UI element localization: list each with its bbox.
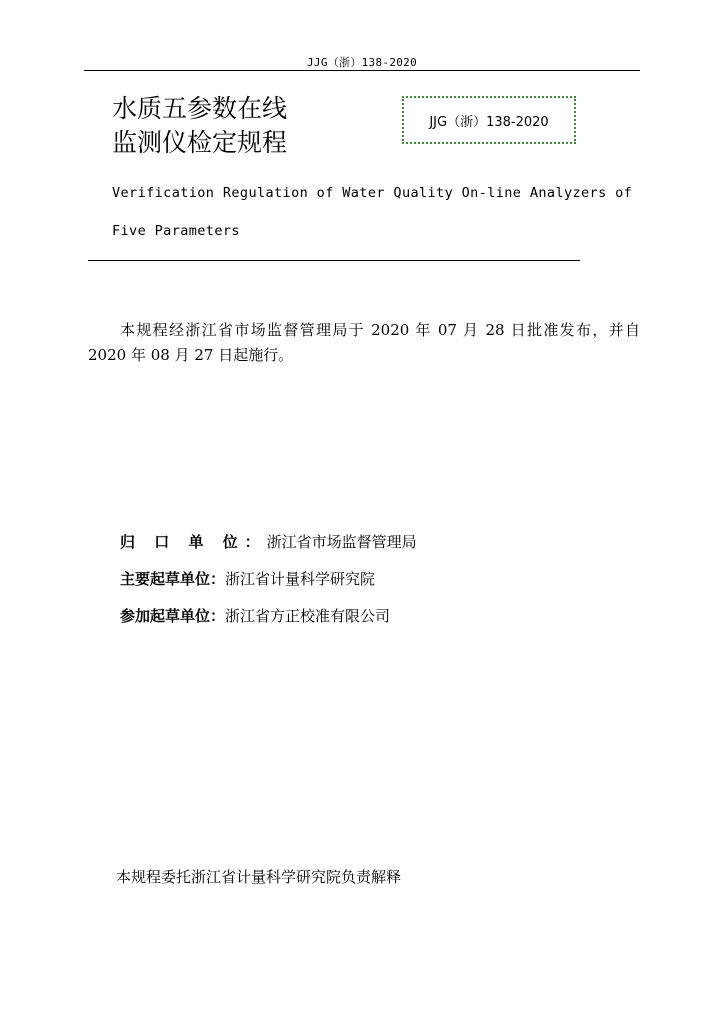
unit-value: 浙江省市场监督管理局 xyxy=(266,533,417,551)
chinese-title-line-2: 监测仪检定规程 xyxy=(112,128,288,157)
english-title-line-1: Verification Regulation of Water Quality On-line Analyzers of xyxy=(112,185,633,201)
unit-row-main-drafter xyxy=(120,561,417,598)
chinese-title-line-1: 水质五参数在线 xyxy=(112,94,288,123)
unit-value: 浙江省计量科学研究院 xyxy=(225,570,376,588)
drafting-units xyxy=(120,524,417,635)
unit-row-responsible xyxy=(120,524,417,561)
regulation-code: JJG（浙）138-2020 xyxy=(429,114,549,130)
english-title xyxy=(112,174,672,250)
interpretation-note: 本规程委托浙江省计量科学研究院负责解释 xyxy=(116,868,402,886)
approval-notice: 本规程经浙江省市场监督管理局于 2020 年 07 月 28 日批准发布，并自 2020 年 08 月 27 日起施行。 xyxy=(88,321,640,364)
unit-label: 归 口 单 位： xyxy=(120,533,267,551)
unit-label: 主要起草单位： xyxy=(120,570,226,588)
unit-value: 浙江省方正校准有限公司 xyxy=(225,607,391,625)
english-title-line-2: Five Parameters xyxy=(112,223,240,239)
unit-label: 参加起草单位： xyxy=(120,607,226,625)
running-header-code: JJG（浙）138-2020 xyxy=(306,56,418,69)
title-rule xyxy=(88,260,580,261)
regulation-code-box xyxy=(402,96,576,144)
chinese-title xyxy=(112,92,287,160)
unit-row-participating-drafter xyxy=(120,598,417,635)
header-rule xyxy=(84,70,640,71)
